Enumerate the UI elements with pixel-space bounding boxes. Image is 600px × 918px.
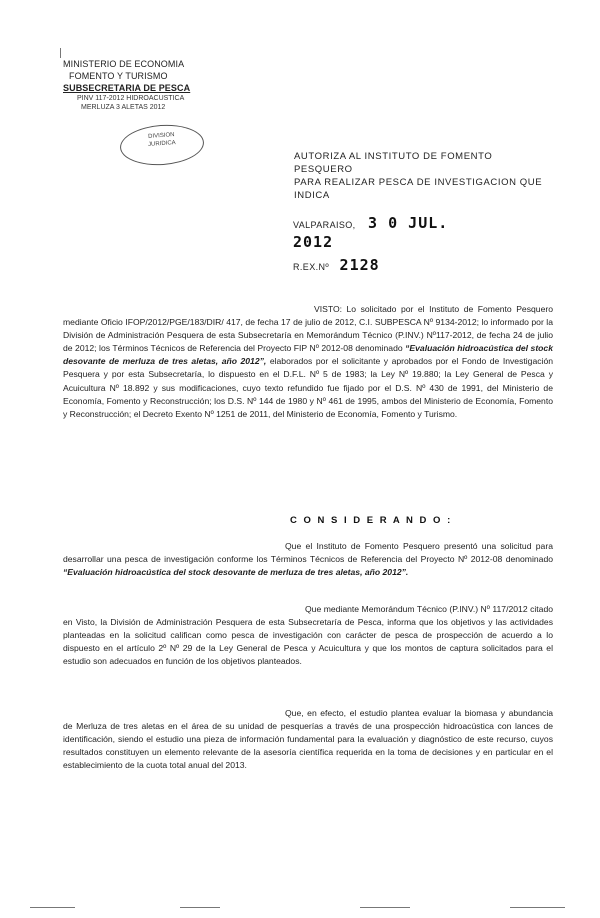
visto-intro: VISTO: Lo solicitado por el Instituto de Fomento bbox=[314, 304, 512, 314]
date-place: VALPARAISO, bbox=[293, 220, 356, 230]
stamp-text-1: DIVISION bbox=[148, 132, 175, 140]
scan-mark-left bbox=[60, 48, 61, 58]
p1-project-name: “Evaluación hidroacústica del stock desovante de merluza de tres aletas, año 2012”. bbox=[63, 567, 409, 578]
scan-mark-bottom-center bbox=[180, 907, 220, 908]
stamp-text-2: JURIDICA bbox=[147, 140, 176, 148]
title-line-1: AUTORIZA AL INSTITUTO DE FOMENTO PESQUERO bbox=[294, 151, 493, 175]
document-title bbox=[294, 150, 554, 202]
letterhead bbox=[63, 58, 213, 112]
scan-mark-bottom-right bbox=[360, 907, 410, 908]
resolution-label: R.EX.Nº bbox=[293, 262, 330, 272]
division-stamp bbox=[119, 122, 206, 168]
considerando-paragraph-2 bbox=[63, 603, 553, 668]
p2-lead: Que mediante Memorándum Técnico (P.INV.) Nº bbox=[305, 604, 490, 614]
visto-text-2: elaborados por el solicitante y aprobados por el Fondo de Investigación Pesquera y por esta Subsecretaría, lo dispuesto en el D.F.L. Nº 5 de 1983; la Ley Nº 19.880; la Ley General de Pesca y Acuicultura Nº 18.892 y sus modificaciones, cuyo texto refundido fue fijado por el D.S. Nº 430 de 1991, del Ministerio de Economía, Fomento y Reconstrucción; los D.S. Nº 144 de 1980 y Nº 461 de 1995, ambos del Ministerio de Economía, Fomento y Reconstrucción; el Decreto Exento Nº 1251 de 2011, del Ministerio de Economía, Fomento y Turismo. bbox=[63, 356, 553, 419]
reference-line-2: MERLUZA 3 ALETAS 2012 bbox=[81, 104, 166, 111]
resolution-line bbox=[293, 256, 493, 275]
p1-text: solicitud para desarrollar una pesca de investigación conforme los Términos Técnicos de Referencia del Proyecto Nº 2012-08 denominado bbox=[63, 541, 553, 565]
ministry-subname: FOMENTO Y TURISMO bbox=[69, 71, 168, 81]
p3-text: biomasa y abundancia de Merluza de tres aletas en el área de su unidad de pesquerías a través de una prospección hidroacústica con lances de identificación, siendo el estudio una pieza de información fundamental para la evaluación y diagnóstico de este recurso, cuyos resultados constituyen un elemento relevante de la asesoría científica requerida en la toma de decisiones y en particular en el establecimiento de la cuota total anual del 2013. bbox=[63, 708, 554, 771]
considerando-heading: C O N S I D E R A N D O : bbox=[290, 515, 453, 526]
title-line-2: PARA REALIZAR PESCA DE INVESTIGACION QUE bbox=[294, 177, 543, 188]
reference-line-1: PINV 117-2012 HIDROACUSTICA bbox=[77, 95, 185, 102]
ministry-name: MINISTERIO DE ECONOMIA bbox=[63, 59, 185, 69]
p2-text: 117/2012 citado en Visto, la División de Administración Pesquera de esta Subsecretaría de Pesca, informa que los objetivos y las actividades planteadas en la solicitud califican como pesca de investigación con carácter de pesca de prospección de acuerdo a lo dispuesto en el artículo 2º Nº 29 de la Ley General de Pesca y Acuicultura y que los montos de captura solicitados para el estudio son adecuados en función de los objetivos planteados. bbox=[63, 604, 553, 667]
visto-section bbox=[63, 303, 553, 421]
visto-text: Pesquero mediante Oficio IFOP/2012/PGE/183/DIR/ 417, de fecha 17 de julio de 2012, C.I. SUBPESCA Nº 9134-2012; lo informado por la División de Administración Pesquera de esta Subsecretaría en Memorándum Técnico (P.INV.) Nº117-2012, de fecha 24 de julio de 2012; los Términos Técnicos de Referencia del Proyecto FIP Nº 2012-08 denominado bbox=[63, 304, 553, 354]
visto-paragraph bbox=[63, 303, 553, 421]
considerando-paragraph-3 bbox=[63, 707, 553, 772]
considerando-p2-section bbox=[63, 603, 553, 668]
scan-mark-bottom-far-right bbox=[510, 907, 565, 908]
title-line-3: INDICA bbox=[294, 190, 330, 201]
p1-lead: Que el Instituto de Fomento Pesquero presentó una bbox=[285, 541, 497, 551]
considerando-paragraph-1 bbox=[63, 540, 553, 579]
considerando-p3-section bbox=[63, 707, 553, 772]
p3-lead: Que, en efecto, el estudio plantea evaluar la bbox=[285, 708, 462, 718]
visto-project-name: “Evaluación hidroacústica del stock desovante de merluza de tres aletas, año 2012”, bbox=[63, 343, 553, 367]
scan-mark-bottom-left bbox=[30, 907, 75, 908]
date-stamp: 3 0 JUL. 2012 bbox=[293, 214, 449, 251]
date-line bbox=[293, 214, 493, 252]
subsecretaria-name: SUBSECRETARIA DE PESCA bbox=[63, 83, 191, 93]
resolution-number: 2128 bbox=[339, 256, 380, 274]
considerando-p1-section bbox=[63, 540, 553, 579]
